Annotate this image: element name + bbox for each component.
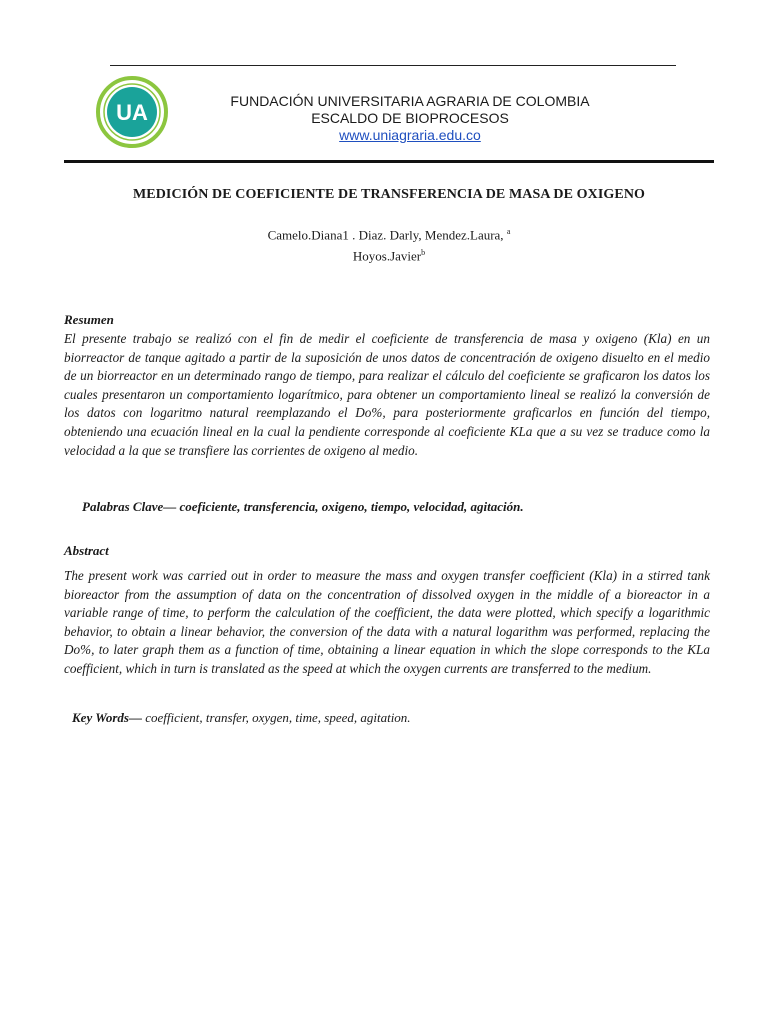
author-affiliation-a: a (506, 227, 511, 236)
authors (64, 223, 714, 266)
top-rule (110, 65, 676, 66)
logo-text: UA (116, 100, 148, 125)
resumen-text: El presente trabajo se realizó con el fin de medir el coeficiente de transferencia de masa y oxigeno (Kla) en un biorreactor de tanque agitado a partir de la suposición de unos datos de concentración de oxigeno disuelto en el medio de un biorreactor en un determinado rango de tiempo, para realizar el cálculo del coeficiente se graficaron los datos los cuales presentaron un comportamiento logarítmico, para obtener un comportamiento lineal se realizó la conversión de los datos con logaritmo natural reemplazando el Do%, para posteriormente graficarlos en función del tiempo, obteniendo una ecuación lineal en la cual la pendiente corresponde al coeficiente KLa que a su vez se traduce como la velocidad a la que se transfiere las corrientes de oxigeno al medio. (64, 331, 710, 458)
institution-block (170, 93, 650, 144)
resumen-heading: Resumen (64, 312, 114, 327)
authors-line-2: Hoyos.Javier (352, 248, 422, 264)
key-words-label: Key Words— (72, 710, 142, 725)
university-logo (96, 76, 168, 148)
header-divider (64, 160, 714, 163)
paper-title: MEDICIÓN DE COEFICIENTE DE TRANSFERENCIA DE MASA DE OXIGENO (132, 187, 646, 202)
key-words-values: coefficient, transfer, oxygen, time, speed, agitation. (141, 710, 411, 725)
palabras-clave-label: Palabras Clave— (82, 499, 177, 514)
abstract-text: The present work was carried out in order to measure the mass and oxygen transfer coefficient (Kla) in a stirred tank bioreactor from the assumption of data on the concentration of dissolved oxygen in the middle of a bioreactor in a variable range of time, to perform the calculation of the coefficient, the data were plotted, which specify a logarithmic behavior, to obtain a linear behavior, the conversion of the data with a natural logarithm was performed, replacing the Do%, to later graph them as a function of time, obtaining a linear equation in which the slope corresponds to the KLa coefficient, which in turn is translated as the speed at which the oxygen currents are transferred to the medium. (64, 568, 710, 676)
institution-name: FUNDACIÓN UNIVERSITARIA AGRARIA DE COLOMBIA (230, 93, 590, 109)
key-words (72, 710, 411, 726)
authors-line-1: Camelo.Diana1 . Diaz. Darly, Mendez.Laura, (267, 227, 507, 243)
palabras-clave-values: coeficiente, transferencia, oxigeno, tiempo, velocidad, agitación. (176, 499, 524, 514)
palabras-clave (82, 499, 524, 515)
website-link[interactable]: www.uniagraria.edu.co (339, 127, 481, 143)
abstract-heading: Abstract (64, 543, 109, 558)
author-affiliation-b: b (421, 248, 426, 258)
department-name: ESCALDO DE BIOPROCESOS (311, 110, 509, 126)
